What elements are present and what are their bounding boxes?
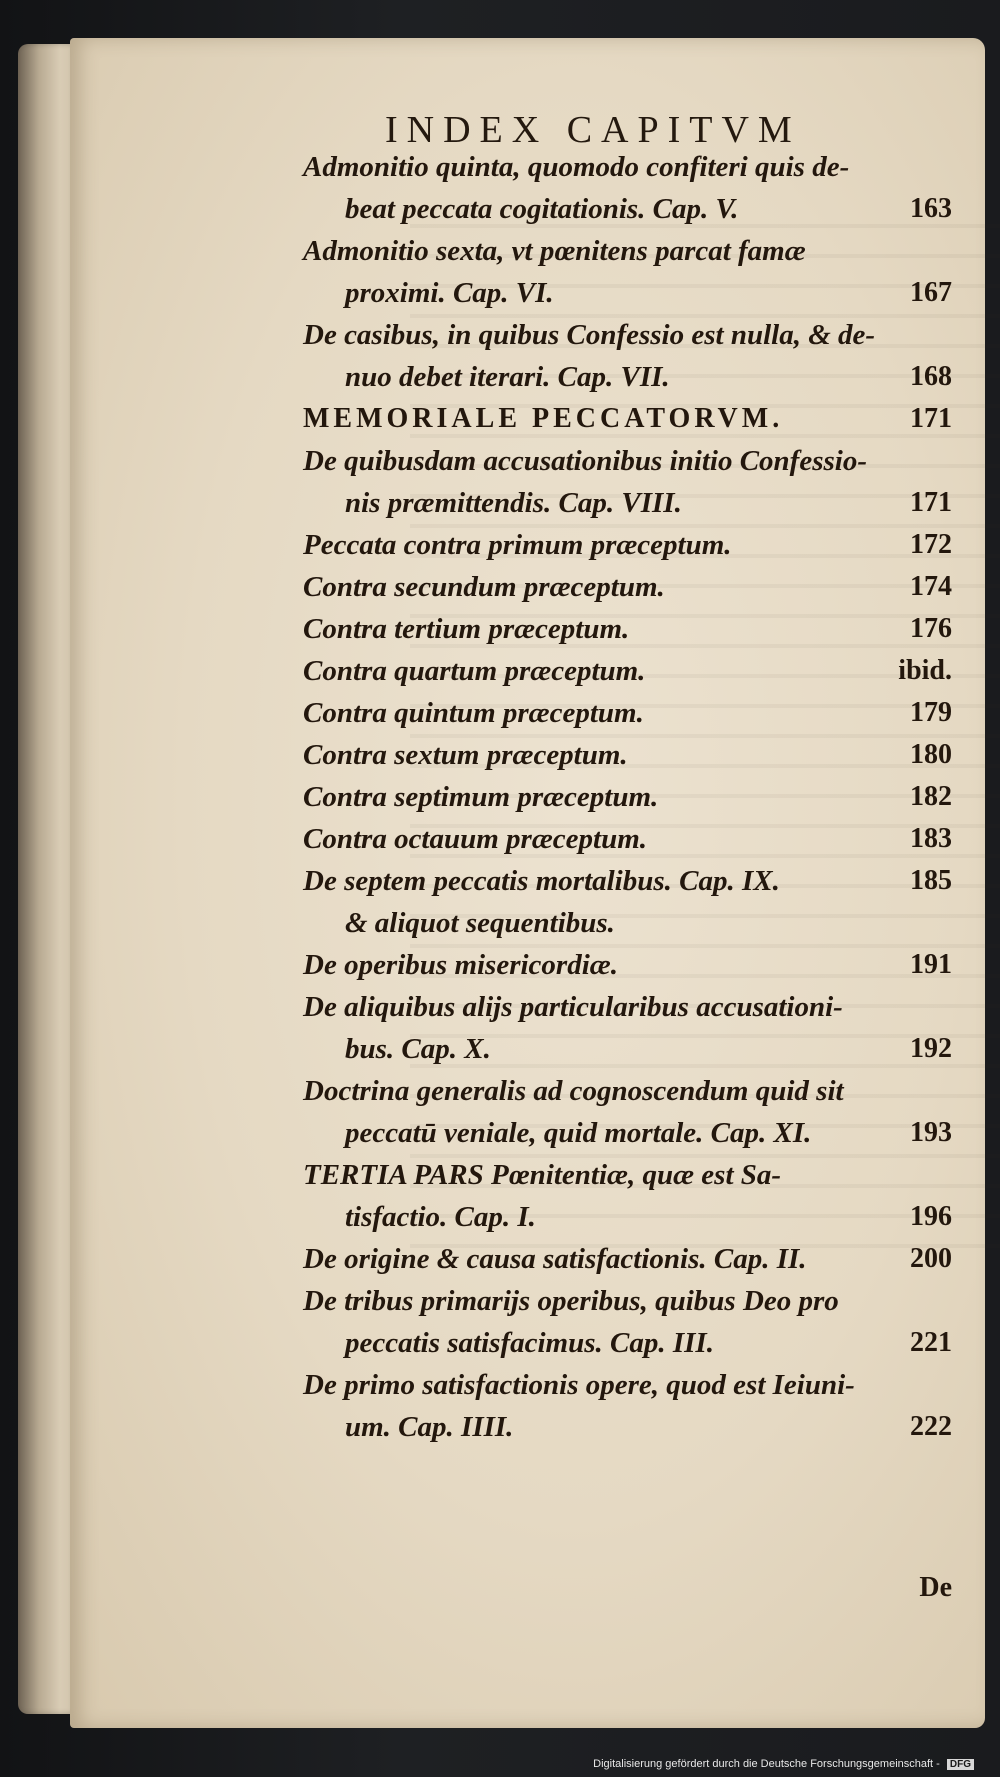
entry-text: De aliquibus alijs particularibus accusationi- [303, 991, 843, 1023]
index-entry [0, 860, 1000, 944]
index-entry [0, 398, 1000, 440]
footer-text: Digitalisierung gefördert durch die Deutsche Forschungsgemeinschaft - [593, 1758, 940, 1770]
index-entry [0, 776, 1000, 818]
index-entry [0, 650, 1000, 692]
index-entry [0, 1154, 1000, 1238]
entry-line [0, 650, 1000, 692]
entry-line [0, 734, 1000, 776]
entry-line [0, 1364, 1000, 1406]
page-number: 221 [910, 1327, 952, 1358]
entry-line [0, 608, 1000, 650]
entry-text: Admonitio quinta, quomodo confiteri quis de- [303, 151, 850, 183]
entry-line [0, 1196, 1000, 1238]
page-number: 185 [910, 865, 952, 896]
page-number: 179 [910, 697, 952, 728]
entry-text: De primo satisfactionis opere, quod est Ieiuni- [303, 1369, 855, 1401]
entry-line [0, 440, 1000, 482]
entry-line [0, 986, 1000, 1028]
page-number: 172 [910, 529, 952, 560]
entry-text: peccatū veniale, quid mortale. Cap. XI. [345, 1117, 812, 1149]
page-number: 192 [910, 1033, 952, 1064]
entry-line [0, 314, 1000, 356]
entry-line [0, 1154, 1000, 1196]
index-entry [0, 1238, 1000, 1280]
entry-line [0, 1322, 1000, 1364]
index-entry [0, 818, 1000, 860]
entry-line [0, 902, 1000, 944]
entry-line [0, 524, 1000, 566]
entry-line [0, 188, 1000, 230]
page-number: 163 [910, 193, 952, 224]
entry-text: De tribus primarijs operibus, quibus Deo pro [303, 1285, 839, 1317]
entry-line [0, 1028, 1000, 1070]
entry-line [0, 692, 1000, 734]
entry-line [0, 272, 1000, 314]
entry-text: De casibus, in quibus Confessio est nulla, & de- [303, 319, 876, 351]
entry-line [0, 1406, 1000, 1448]
entry-line [0, 1112, 1000, 1154]
entry-line [0, 1280, 1000, 1322]
entry-text: Contra septimum præceptum. [303, 781, 659, 813]
page-number: 196 [910, 1201, 952, 1232]
entry-line [0, 566, 1000, 608]
entry-line [0, 818, 1000, 860]
entry-text: De quibusdam accusationibus initio Confessio- [303, 445, 867, 477]
entry-text: um. Cap. IIII. [345, 1411, 514, 1443]
index-entry [0, 692, 1000, 734]
entry-line [0, 1238, 1000, 1280]
page-number: 174 [910, 571, 952, 602]
index-entry [0, 1364, 1000, 1448]
entry-text: De origine & causa satisfactionis. Cap. II. [303, 1243, 807, 1275]
index-entry [0, 986, 1000, 1070]
page-number: 193 [910, 1117, 952, 1148]
page-number: 176 [910, 613, 952, 644]
entry-line [0, 146, 1000, 188]
page-number: 182 [910, 781, 952, 812]
index-entry [0, 1070, 1000, 1154]
index-entry [0, 230, 1000, 314]
page-number: 200 [910, 1243, 952, 1274]
entry-text: bus. Cap. X. [345, 1033, 491, 1065]
page-number: ibid. [898, 655, 952, 686]
entry-text: Admonitio sexta, vt pœnitens parcat famæ [303, 235, 806, 267]
entry-text: nuo debet iterari. Cap. VII. [345, 361, 670, 393]
index-entry [0, 440, 1000, 524]
entry-line [0, 944, 1000, 986]
entry-line [0, 776, 1000, 818]
dfg-logo: DFG [947, 1759, 974, 1770]
entry-text: Doctrina generalis ad cognoscendum quid sit [303, 1075, 844, 1107]
entry-text: De operibus misericordiæ. [303, 949, 618, 981]
page-number: 183 [910, 823, 952, 854]
index-entry [0, 566, 1000, 608]
entry-text: nis præmittendis. Cap. VIII. [345, 487, 682, 519]
entry-text: & aliquot sequentibus. [345, 907, 615, 939]
page-number: 171 [910, 487, 952, 518]
page-number: 191 [910, 949, 952, 980]
entry-text: tisfactio. Cap. I. [345, 1201, 536, 1233]
entry-line [0, 860, 1000, 902]
index-entry [0, 314, 1000, 398]
entry-line [0, 398, 1000, 440]
page-number: 180 [910, 739, 952, 770]
entry-text: De septem peccatis mortalibus. Cap. IX. [303, 865, 780, 897]
entry-text: proximi. Cap. VI. [345, 277, 554, 309]
entry-text: Contra tertium præceptum. [303, 613, 630, 645]
entry-text: Peccata contra primum præceptum. [303, 529, 732, 561]
catchword: De [919, 1572, 952, 1603]
index-entry [0, 1280, 1000, 1364]
index-entry [0, 524, 1000, 566]
entry-text: peccatis satisfacimus. Cap. III. [345, 1327, 714, 1359]
funding-footer [593, 1758, 974, 1770]
entry-text: beat peccata cogitationis. Cap. V. [345, 193, 739, 225]
index-entry [0, 734, 1000, 776]
entry-text: Contra sextum præceptum. [303, 739, 628, 771]
entry-text: MEMORIALE PECCATORVM. [303, 403, 784, 434]
page-number: 171 [910, 403, 952, 434]
entry-line [0, 356, 1000, 398]
page-header: INDEX CAPITVM [385, 109, 801, 151]
index-entry [0, 944, 1000, 986]
entry-line [0, 482, 1000, 524]
page-number: 222 [910, 1411, 952, 1442]
entry-text: Contra secundum præceptum. [303, 571, 665, 603]
page-number: 167 [910, 277, 952, 308]
entry-text: Contra quintum præceptum. [303, 697, 644, 729]
entry-text: Contra octauum præceptum. [303, 823, 648, 855]
page-number: 168 [910, 361, 952, 392]
entry-text: Contra quartum præceptum. [303, 655, 646, 687]
index-entry [0, 146, 1000, 230]
entry-line [0, 1070, 1000, 1112]
entry-text: TERTIA PARS Pœnitentiæ, quæ est Sa- [303, 1159, 782, 1191]
index-entry [0, 608, 1000, 650]
entry-line [0, 230, 1000, 272]
